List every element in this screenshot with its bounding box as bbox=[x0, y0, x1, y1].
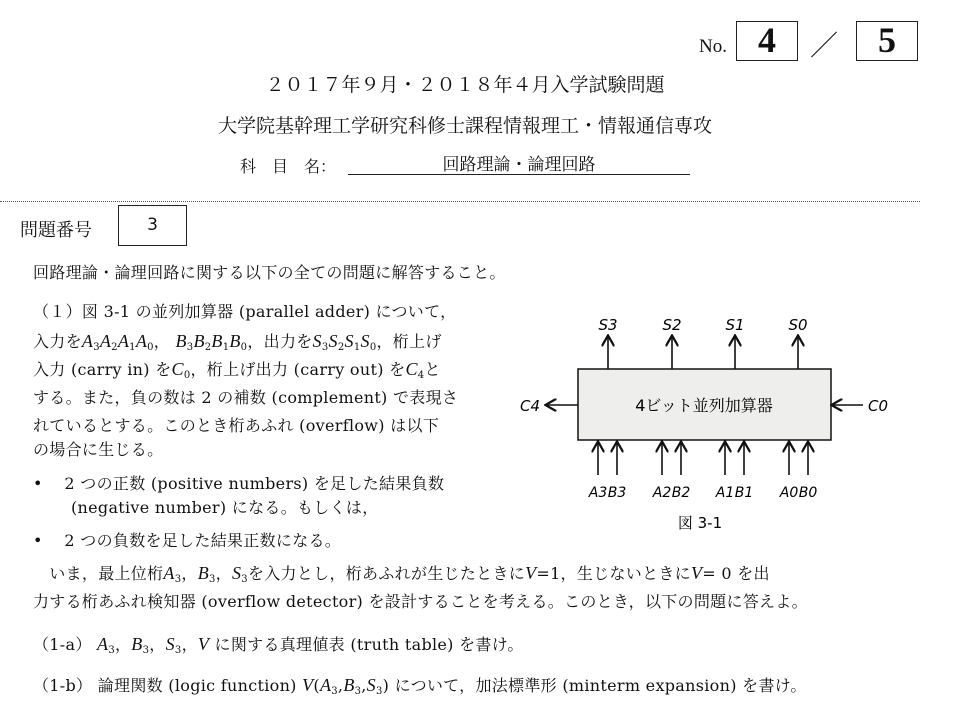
math-variable: B bbox=[211, 331, 223, 351]
math-subscript: 3 bbox=[354, 686, 362, 697]
text-segment: 回路理論・論理回路に関する以下の全ての問題に解答すること。 bbox=[33, 263, 506, 282]
text-segment: 入力を bbox=[33, 332, 82, 351]
text-segment: ， bbox=[181, 635, 198, 654]
math-variable: V bbox=[197, 634, 210, 654]
math-variable: S bbox=[360, 331, 370, 351]
page-total-box: 5 bbox=[856, 21, 918, 61]
text-line bbox=[33, 440, 163, 460]
text-segment: (negative number) になる。もしくは， bbox=[33, 498, 379, 517]
math-variable: B bbox=[193, 331, 205, 351]
text-segment: ，桁上げ出力 (carry out) を bbox=[190, 360, 406, 379]
output-label: S1 bbox=[725, 316, 745, 334]
text-line bbox=[33, 388, 458, 408]
text-segment: ，出力を bbox=[247, 332, 313, 351]
text-segment: 力する桁あふれ検知器 (overflow detector) を設計することを考える。このとき，以下の問題に答えよ。 bbox=[33, 592, 808, 611]
text-segment: ， bbox=[149, 635, 166, 654]
math-subscript: 3 bbox=[93, 342, 100, 353]
math-variable: A bbox=[163, 563, 175, 583]
math-variable: V bbox=[302, 675, 314, 695]
input-label: A1 bbox=[715, 485, 735, 501]
text-segment: と bbox=[424, 360, 441, 379]
input-label: B2 bbox=[671, 485, 691, 501]
text-segment: • 2 つの正数 (positive numbers) を足した結果負数 bbox=[33, 474, 445, 493]
math-subscript: 1 bbox=[129, 342, 136, 353]
text-line bbox=[33, 359, 441, 386]
math-subscript: 3 bbox=[186, 342, 194, 353]
math-variable: A bbox=[81, 331, 94, 351]
carry-out-label: C4 bbox=[520, 397, 541, 415]
math-variable: V bbox=[690, 563, 703, 583]
math-variable: S bbox=[312, 331, 322, 351]
text-segment: ， bbox=[215, 564, 232, 583]
output-label: S3 bbox=[598, 316, 618, 334]
text-line bbox=[33, 474, 444, 494]
parallel-adder-figure bbox=[500, 300, 920, 540]
math-subscript: 3 bbox=[208, 574, 216, 585]
math-subscript: 3 bbox=[174, 574, 182, 585]
math-subscript: 0 bbox=[183, 370, 191, 381]
math-variable: A bbox=[135, 331, 148, 351]
math-variable: A bbox=[99, 331, 112, 351]
math-subscript: 3 bbox=[321, 342, 329, 353]
math-subscript: 3 bbox=[375, 686, 383, 697]
math-variable: S bbox=[328, 331, 338, 351]
text-segment: に関する真理値表 (truth table) を書け。 bbox=[209, 635, 524, 654]
text-line bbox=[33, 498, 379, 518]
text-segment: ，桁上げ bbox=[376, 332, 442, 351]
text-segment: （1-a） bbox=[33, 635, 98, 654]
math-variable: S bbox=[344, 331, 354, 351]
text-segment: ， bbox=[153, 332, 176, 351]
math-subscript: 2 bbox=[204, 342, 212, 353]
math-variable: B bbox=[343, 675, 355, 695]
text-line bbox=[33, 416, 439, 436]
carry-in-label: C0 bbox=[868, 397, 889, 415]
text-segment: （1-b） 論理関数 (logic function) bbox=[33, 676, 303, 695]
text-segment: 入力 (carry in) を bbox=[33, 360, 172, 379]
math-subscript: 3 bbox=[174, 645, 182, 656]
math-subscript: 3 bbox=[142, 645, 150, 656]
subject-name: 回路理論・論理回路 bbox=[442, 155, 596, 175]
adder-block-label: 4ビット並列加算器 bbox=[635, 396, 773, 415]
problem-number-box: 3 bbox=[118, 205, 187, 246]
text-segment: れているとする。このとき桁あふれ (overflow) は以下 bbox=[33, 416, 440, 435]
math-subscript: 1 bbox=[353, 342, 361, 353]
math-subscript: 0 bbox=[240, 342, 248, 353]
math-variable: B bbox=[131, 634, 143, 654]
math-variable: B bbox=[229, 331, 241, 351]
math-variable: V bbox=[525, 563, 537, 583]
subject-label: 科 目 名： bbox=[240, 157, 337, 176]
text-segment: の場合に生じる。 bbox=[33, 440, 164, 459]
text-line bbox=[33, 592, 808, 612]
input-label: A3 bbox=[588, 485, 608, 501]
problem-number-label: 問題番号 bbox=[20, 220, 92, 241]
math-variable: B bbox=[197, 563, 209, 583]
text-segment: , bbox=[337, 676, 344, 695]
text-line bbox=[33, 302, 456, 322]
math-variable: A bbox=[319, 675, 332, 695]
text-segment: （１）図 3-1 の並列加算器 (parallel adder) について， bbox=[33, 302, 457, 321]
text-segment: =1，生じないときに bbox=[536, 564, 691, 583]
math-variable: C bbox=[405, 359, 418, 379]
text-segment: する。また，負の数は 2 の補数 (complement) で表現さ bbox=[33, 388, 459, 407]
math-subscript: 1 bbox=[222, 342, 230, 353]
math-subscript: 2 bbox=[337, 342, 345, 353]
text-line bbox=[33, 531, 341, 551]
math-variable: A bbox=[97, 634, 109, 654]
text-segment: • 2 つの負数を足した結果正数になる。 bbox=[33, 531, 342, 550]
text-segment: ， bbox=[181, 564, 198, 583]
text-line bbox=[33, 331, 442, 358]
text-segment: , bbox=[361, 676, 367, 695]
page-number-box: 4 bbox=[736, 21, 798, 61]
math-subscript: 3 bbox=[331, 686, 338, 697]
math-variable: A bbox=[117, 331, 130, 351]
math-variable: S bbox=[165, 634, 175, 654]
math-variable: S bbox=[231, 563, 242, 583]
math-subscript: 3 bbox=[241, 574, 248, 585]
text-line bbox=[33, 675, 807, 702]
input-label: B1 bbox=[734, 485, 754, 501]
department-title: 大学院基幹理工学研究科修士課程情報理工・情報通信専攻 bbox=[217, 115, 712, 137]
math-subscript: 3 bbox=[108, 645, 115, 656]
math-subscript: 4 bbox=[417, 370, 425, 381]
output-label: S2 bbox=[662, 316, 682, 334]
page-separator: ／ bbox=[810, 29, 839, 62]
input-label: A0 bbox=[779, 485, 799, 501]
divider-dotted bbox=[0, 201, 920, 202]
text-segment: ) について，加法標準形 (minterm expansion) を書け。 bbox=[382, 676, 807, 695]
input-label: B0 bbox=[798, 485, 818, 501]
input-label: B3 bbox=[607, 485, 627, 501]
text-line bbox=[33, 263, 506, 283]
text-segment: を入力とし，桁あふれが生じたときに bbox=[247, 564, 526, 583]
text-segment: = 0 を出 bbox=[702, 564, 770, 583]
math-variable: B bbox=[175, 331, 187, 351]
output-label: S0 bbox=[788, 316, 808, 334]
math-subscript: 0 bbox=[369, 342, 377, 353]
figure-caption: 図 3-1 bbox=[677, 514, 723, 532]
math-subscript: 0 bbox=[147, 342, 154, 353]
text-segment: ( bbox=[313, 676, 320, 695]
text-line bbox=[33, 634, 524, 661]
input-label: A2 bbox=[652, 485, 672, 501]
text-segment: いま，最上位桁 bbox=[33, 564, 164, 583]
math-variable: C bbox=[171, 359, 184, 379]
text-line bbox=[33, 563, 770, 590]
math-variable: S bbox=[366, 675, 376, 695]
page-number-label: No. bbox=[699, 36, 727, 57]
exam-title: ２０１７年９月・２０１８年４月入学試験問題 bbox=[265, 74, 665, 96]
text-segment: ， bbox=[114, 635, 132, 654]
math-subscript: 2 bbox=[111, 342, 118, 353]
